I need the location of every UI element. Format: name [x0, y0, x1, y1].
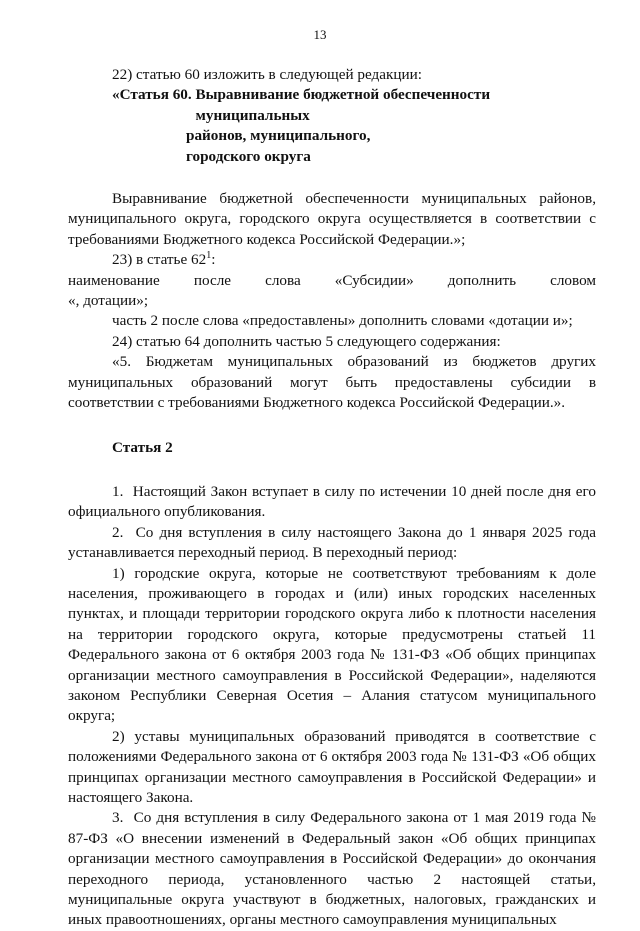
article-60-heading	[112, 85, 596, 126]
item-23-intro: 23) в статье $62^1$:	[112, 250, 216, 269]
article-60-title-line-2: районов, муниципального,	[186, 127, 371, 145]
article-60-title-line-3: городского округа	[186, 147, 311, 165]
page-number: 13	[313, 27, 327, 42]
article-60-title	[196, 85, 597, 126]
article-2-heading: Статья 2	[112, 438, 173, 456]
item-23-line-2: «, дотации»;	[68, 292, 149, 310]
article-60-title-line-1: Выравнивание бюджетной обеспеченности муниципальных	[195, 86, 491, 124]
article-2-part-2: 2. Со дня вступления в силу настоящего Закона до 1 января 2025 года устанавливается переходный период. В переходный период:	[68, 523, 597, 562]
item-22-intro: 22) статью 60 изложить в следующей редакции:	[112, 66, 422, 83]
item-24-text: «5. Бюджетам муниципальных образований из бюджетов других муниципальных образований могут быть предоставлены субсидии в соответствии с требованиями Бюджетного кодекса Российской Федерации.».	[68, 353, 596, 412]
item-24-intro: 24) статью 64 дополнить частью 5 следующего содержания:	[112, 332, 501, 350]
article-2-part-2-item-2: 2) уставы муниципальных образований приводятся в соответствие с положениями Федерального закона от 6 октября 2003 года № 131-ФЗ «Об общих принципах организации местного самоуправления в Российской Федерации» и настоящего Закона.	[68, 727, 596, 806]
item-23-part-2: часть 2 после слова «предоставлены» дополнить словами «дотации и»;	[112, 312, 573, 330]
document-body	[68, 65, 596, 931]
article-2-part-3: 3. Со дня вступления в силу Федерального закона от 1 мая 2019 года № 87-ФЗ «О внесении изменений в Федеральный закон «Об общих принципах организации местного самоуправления в Российской Федерации» до окончания переходного периода, установленного частью 2 настоящей статьи, муниципальные округа участвуют в бюджетных, налоговых, гражданских и иных правоотношениях, органы местного самоуправления муниципальных	[68, 809, 596, 929]
item-23-line-1: наименование после слова «Субсидии» дополнить словом	[68, 271, 596, 289]
article-2-part-1: 1. Настоящий Закон вступает в силу по истечении 10 дней после дня его официального опубликования.	[68, 482, 596, 521]
article-60-prefix: «Статья 60.	[112, 86, 192, 104]
article-60-text: Выравнивание бюджетной обеспеченности муниципальных районов, муниципального округа, городского округа осуществляется в соответствии с требованиями Бюджетного кодекса Российской Федерации.»;	[68, 190, 596, 248]
article-2-part-2-item-1: 1) городские округа, которые не соответствуют требованиям к доле населения, проживающего в городах и (или) иных городских населенных пунктах, и площади территории городского округа либо к плотности населения на территории городского округа, которые предусмотрены статьей 11 Федерального закона от 6 октября 2003 года № 131-ФЗ «Об общих принципах организации местного самоуправления в Российской Федерации», наделяются законом Республики Северная Осетия – Алания статусом муниципального округа;	[68, 564, 596, 725]
